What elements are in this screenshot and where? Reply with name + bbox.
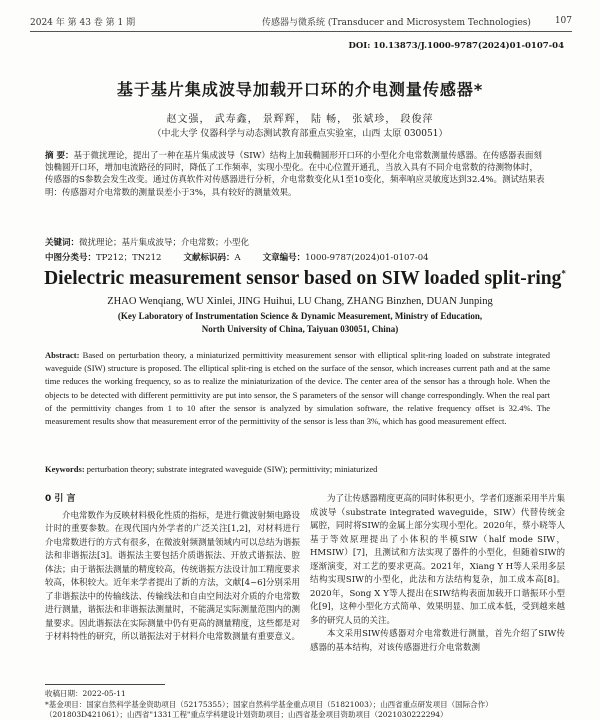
section-heading-introduction: 0 引 言 — [45, 494, 76, 504]
english-keywords-label: Keywords: — [45, 464, 85, 474]
body-left-column — [45, 493, 300, 645]
english-abstract-label: Abstract: — [45, 350, 80, 360]
footnote-fund-1: *基金项目：国家自然科学基金资助项目（52175355）；国家自然科学基金重点项目（51821003）；山西省重点研发项目（国际合作） — [45, 700, 493, 709]
chinese-abstract-label: 摘 要： — [45, 151, 74, 161]
chinese-title: 基于基片集成波导加载开口环的介电测量传感器* — [116, 80, 484, 99]
body-paragraph: 介电常数作为反映材料极化性质的指标，是进行微波射频电路设计时的重要参数。在现代国内外学者的广泛关注[1,2]，对材料进行介电常数进行的方式有很多，在微波射频测量领域内可以总结为谐振法和非谐振法[3]。谐振法主要包括介质谐振法、开放式谐振法、腔体法；由于谐振法测量的精度较高，传统谐振方法设计加工精度要求较高，体积较大。近年来学者提出了新的方法，文献[4~6]分别采用了非谐振法中的传输线法、传输线法和自由空间法对介质的介电常数进行测量，谐振法和非谐振法测量时，不能满足实际测量范围内的测量要求。因此谐振法在实际测量中仍有更高的测量精度，这些都是对于材料特性的研究，所以谐振法对于材料介电常数测量有重要意义。 — [45, 510, 301, 642]
chinese-keywords-label: 关键词： — [45, 238, 80, 248]
footnote-fund-2: （201803D421061）；山西省"1331工程"重点学科建设计划资助项目；山西省基金项目资助项目（2021030222294） — [45, 710, 448, 719]
journal-name: 传感器与微系统 (Transducer and Microsystem Technologies) — [262, 17, 531, 28]
doc-code-label: 文献标识码： — [183, 253, 235, 263]
clc-value: TP212；TN212 — [96, 253, 162, 263]
english-affiliation-line-2: North University of China, Taiyuan 030051, China) — [201, 324, 399, 334]
doc-code-value: A — [234, 253, 241, 263]
english-affiliation-line-1: (Key Laboratory of Instrumentation Science & Dynamic Measurement, Ministry of Education, — [117, 311, 483, 321]
doi[interactable]: DOI: 10.13873/J.1000-9787(2024)01-0107-04 — [348, 41, 564, 51]
journal-issue: 2024 年 第 43 卷 第 1 期 — [30, 17, 136, 28]
clc-label: 中图分类号： — [45, 253, 97, 263]
english-title-mark: * — [561, 268, 566, 279]
chinese-keywords — [45, 236, 545, 248]
body-right-column — [310, 493, 565, 655]
chinese-abstract — [45, 150, 545, 199]
article-no-value: 1000-9787(2024)01-0107-04 — [305, 253, 429, 263]
english-abstract-text: Based on perturbation theory, a miniaturized permittivity measurement sensor with elliptical split-ring loaded on substrate integrated waveguide (SIW) structure is proposed. The elliptical split-ring is etched on the surface of the sensor, which increases current path and at the same time reduces the working frequency, so as to realize the miniaturization of the device. The center area of the sensor has a through hole. When the objects to be detected with different permittivity are put into sensor, the S parameters of the sensor will change correspondingly. When the real part of the permittivity changes from 1 to 10 after the sensor is analyzed by simulation software, the relative frequency offset is 32.4%. The measurement results show that measurement error of the permittivity of the sensor is less than 3%, which has good measurement effect. — [45, 350, 550, 427]
header-divider — [30, 31, 572, 32]
classification-line — [45, 251, 565, 263]
english-abstract — [45, 349, 550, 428]
chinese-authors: 赵文强， 武寿鑫， 景辉辉， 陆 畅， 张斌珍， 段俊萍 — [166, 114, 434, 125]
page-number: 107 — [554, 16, 572, 26]
english-authors: ZHAO Wenqiang, WU Xinlei, JING Huihui, LU Chang, ZHANG Binzhen, DUAN Junping — [107, 296, 493, 307]
body-paragraph: 为了让传感器精度更高的同时体积更小，学者们逐渐采用半片集成波导（substrate integrated waveguide，SIW）代替传统金属腔，同时将SIW的金属上部分实现小型化。2020年，蔡小晓等人基于等效原理提出了小体积的半模SIW（half mode SIW，HMSIW）[7]，且测试和方法实现了器件的小型化，但随着SIW的逐渐演变，对工艺的要求更高。2021年，Xiang Y H等人采用多层结构实现SIW的小型化，此法和方法结构复杂，加工成本高[8]。2020年，Song X Y等人提出在SIW结构表面加载开口谐振环小型化[9]，这种小型化方式简单、效果明显、加工成本低，受到越来越多的研究人员的关注。 — [310, 494, 566, 626]
english-title — [40, 268, 570, 290]
body-paragraph: 本文采用SIW传感器对介电常数进行测量，首先介绍了SIW传感器的基本结构，对该传感器进行介电常数测 — [310, 629, 565, 653]
running-head — [30, 13, 572, 29]
english-title-text: Dielectric measurement sensor based on SIW loaded split-ring — [44, 268, 562, 289]
chinese-keywords-text: 微扰理论；基片集成波导；介电常数；小型化 — [79, 238, 250, 248]
chinese-affiliation: （中北大学 仪器科学与动态测试教育部重点实验室，山西 太原 030051） — [152, 129, 448, 139]
footnote-received: 收稿日期：2022-05-11 — [45, 689, 126, 698]
footnote-divider — [45, 684, 165, 685]
english-keywords — [45, 464, 565, 474]
article-no-label: 文章编号： — [262, 253, 306, 263]
chinese-abstract-text: 基于微扰理论，提出了一种在基片集成波导（SIW）结构上加载椭圆形开口环的小型化介电常数测量传感器。在传感器表面刻蚀椭圆开口环，增加电流路径的同时，降低了工作频率，实现小型化。在中心位置开通孔，当放入具有不同介电常数的待测物体时，传感器的S参数会发生改变。通过仿真软件对传感器进行分析，介电常数变化从1至10变化，频率响应灵敏度达到32.4%。测试结果表明：传感器对介电常数的测量误差小于3%，具有较好的测量效果。 — [45, 151, 545, 198]
english-keywords-text: perturbation theory; substrate integrated waveguide (SIW); permittivity; miniaturized — [86, 464, 378, 474]
english-affiliation — [60, 310, 540, 336]
